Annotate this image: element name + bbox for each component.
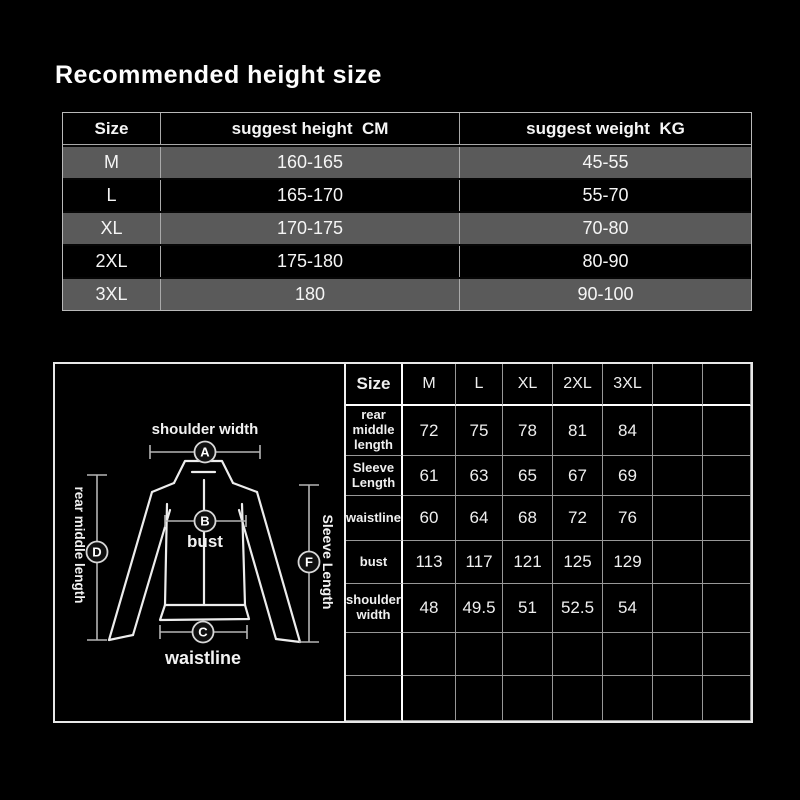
bust-label: bust bbox=[187, 532, 223, 551]
measure-value-cell bbox=[503, 676, 553, 721]
size-cell: XL bbox=[63, 213, 161, 244]
measure-value-cell bbox=[653, 456, 703, 496]
measure-value-cell: 69 bbox=[603, 456, 653, 496]
size-table-header-size: Size bbox=[63, 113, 161, 144]
size-table-row-2xl bbox=[63, 244, 751, 277]
measure-value-cell: 113 bbox=[403, 541, 456, 584]
measure-value-cell: 52.5 bbox=[553, 584, 603, 633]
measure-table-header-cell: L bbox=[456, 364, 503, 406]
measure-row-label: rear middle length bbox=[346, 406, 403, 456]
size-table-row-xl bbox=[63, 211, 751, 244]
measure-value-cell bbox=[603, 633, 653, 676]
measure-row-label: Sleeve Length bbox=[346, 456, 403, 496]
measure-value-cell: 48 bbox=[403, 584, 456, 633]
marker-f-label: F bbox=[305, 554, 313, 570]
measure-value-cell bbox=[703, 633, 751, 676]
measure-table-header-cell bbox=[653, 364, 703, 406]
measure-table-header-cell: M bbox=[403, 364, 456, 406]
measure-table-header-cell: 2XL bbox=[553, 364, 603, 406]
measure-value-cell bbox=[703, 496, 751, 541]
measure-panel bbox=[53, 362, 753, 723]
measure-value-cell bbox=[456, 676, 503, 721]
measure-value-cell: 117 bbox=[456, 541, 503, 584]
measure-value-cell: 72 bbox=[553, 496, 603, 541]
measure-row-label bbox=[346, 676, 403, 721]
weight-cell: 90-100 bbox=[577, 284, 634, 304]
measure-value-cell: 67 bbox=[553, 456, 603, 496]
size-table-row-3xl bbox=[63, 277, 751, 310]
measure-value-cell bbox=[653, 541, 703, 584]
measure-value-cell: 61 bbox=[403, 456, 456, 496]
measure-value-cell: 76 bbox=[603, 496, 653, 541]
jacket-diagram bbox=[55, 364, 344, 721]
measure-row-label: bust bbox=[346, 541, 403, 584]
measure-value-cell bbox=[456, 633, 503, 676]
measure-value-cell: 129 bbox=[603, 541, 653, 584]
marker-a-label: A bbox=[200, 444, 210, 460]
size-table-header-weight: suggest weight KG bbox=[526, 118, 685, 138]
measure-value-cell: 64 bbox=[456, 496, 503, 541]
measure-value-cell bbox=[503, 633, 553, 676]
weight-cell: 55-70 bbox=[582, 185, 629, 205]
measure-value-cell bbox=[653, 406, 703, 456]
measure-value-cell bbox=[703, 584, 751, 633]
measure-value-cell: 49.5 bbox=[456, 584, 503, 633]
measure-value-cell bbox=[553, 676, 603, 721]
measure-value-cell: 54 bbox=[603, 584, 653, 633]
measure-table-header-size: Size bbox=[346, 364, 403, 406]
rear-middle-length-label: rear middle length bbox=[72, 486, 87, 604]
measure-value-cell bbox=[703, 676, 751, 721]
measure-value-cell: 72 bbox=[403, 406, 456, 456]
marker-d-label: D bbox=[92, 544, 102, 560]
measure-value-cell: 68 bbox=[503, 496, 553, 541]
measure-row-label: waistline bbox=[346, 496, 403, 541]
marker-c-label: C bbox=[198, 624, 208, 640]
height-cell: 175-180 bbox=[161, 246, 460, 277]
measure-value-cell bbox=[653, 584, 703, 633]
measure-table-header-cell bbox=[703, 364, 751, 406]
weight-cell: 80-90 bbox=[582, 251, 629, 271]
measure-table-header-cell: XL bbox=[503, 364, 553, 406]
measure-value-cell bbox=[703, 541, 751, 584]
measure-row-label: shoulder width bbox=[346, 584, 403, 633]
weight-cell: 45-55 bbox=[582, 152, 629, 172]
measure-table bbox=[344, 364, 751, 721]
measure-value-cell: 81 bbox=[553, 406, 603, 456]
size-table-header-row bbox=[63, 113, 751, 145]
height-cell: 180 bbox=[161, 279, 460, 310]
measure-value-cell: 60 bbox=[403, 496, 456, 541]
size-cell: L bbox=[63, 180, 161, 211]
measure-value-cell bbox=[403, 676, 456, 721]
size-table-row-l bbox=[63, 178, 751, 211]
page-title: Recommended height size bbox=[55, 61, 382, 89]
height-cell: 170-175 bbox=[161, 213, 460, 244]
size-cell: M bbox=[63, 147, 161, 178]
height-cell: 165-170 bbox=[161, 180, 460, 211]
measure-value-cell bbox=[553, 633, 603, 676]
measure-value-cell bbox=[603, 676, 653, 721]
jacket-outline bbox=[109, 461, 300, 642]
measure-value-cell: 125 bbox=[553, 541, 603, 584]
size-table-row-m bbox=[63, 145, 751, 178]
measure-table-header-cell: 3XL bbox=[603, 364, 653, 406]
shoulder-width-label: shoulder width bbox=[151, 421, 259, 438]
jacket-diagram-panel bbox=[55, 364, 344, 721]
measure-value-cell: 65 bbox=[503, 456, 553, 496]
measure-value-cell bbox=[403, 633, 456, 676]
measure-value-cell: 121 bbox=[503, 541, 553, 584]
measure-value-cell bbox=[703, 456, 751, 496]
measure-row-label bbox=[346, 633, 403, 676]
size-table bbox=[62, 112, 752, 311]
measure-value-cell: 75 bbox=[456, 406, 503, 456]
measure-value-cell: 78 bbox=[503, 406, 553, 456]
size-cell: 2XL bbox=[63, 246, 161, 277]
marker-b-label: B bbox=[200, 513, 210, 529]
sleeve-length-label: Sleeve Length bbox=[320, 514, 336, 610]
measure-value-cell: 63 bbox=[456, 456, 503, 496]
weight-cell: 70-80 bbox=[582, 218, 629, 238]
measure-value-cell: 51 bbox=[503, 584, 553, 633]
measure-value-cell bbox=[653, 676, 703, 721]
measure-value-cell: 84 bbox=[603, 406, 653, 456]
measure-value-cell bbox=[703, 406, 751, 456]
waistline-label: waistline bbox=[164, 648, 242, 668]
size-cell: 3XL bbox=[63, 279, 161, 310]
height-cell: 160-165 bbox=[161, 147, 460, 178]
measure-value-cell bbox=[653, 496, 703, 541]
size-table-header-height: suggest height CM bbox=[161, 113, 460, 144]
measure-value-cell bbox=[653, 633, 703, 676]
